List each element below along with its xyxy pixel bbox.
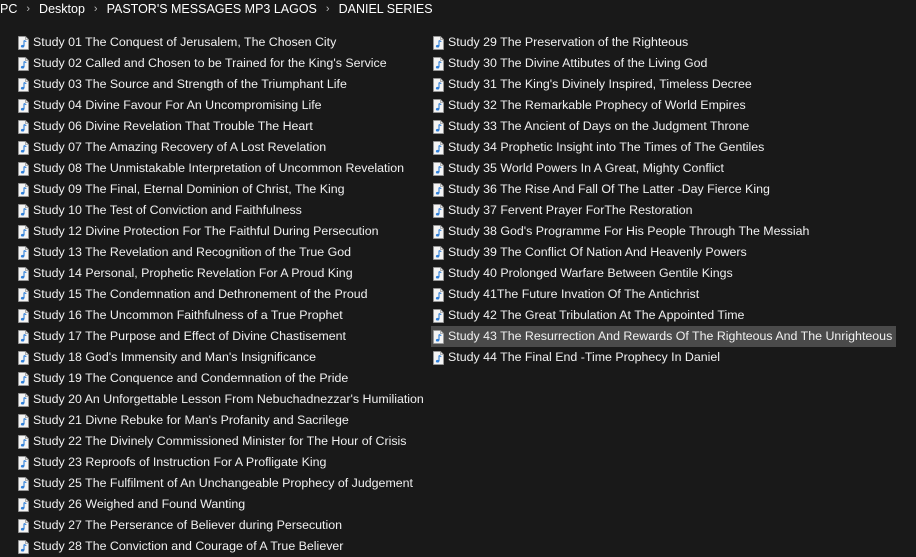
chevron-right-icon[interactable]: › <box>325 2 330 15</box>
file-list-right-column <box>431 32 896 368</box>
file-item[interactable] <box>16 95 426 116</box>
file-item[interactable] <box>431 221 896 242</box>
audio-file-icon <box>433 330 444 344</box>
audio-file-icon <box>18 456 29 470</box>
file-name: Study 13 The Revelation and Recognition of the True God <box>33 245 352 259</box>
audio-file-icon <box>18 246 29 260</box>
file-item[interactable] <box>16 494 426 515</box>
audio-file-icon <box>18 372 29 386</box>
file-name: Study 22 The Divinely Commissioned Minister for The Hour of Crisis <box>33 434 407 448</box>
file-item[interactable] <box>16 137 426 158</box>
file-item[interactable] <box>431 263 896 284</box>
file-item[interactable] <box>431 74 896 95</box>
file-name: Study 04 Divine Favour For An Uncompromising Life <box>33 98 322 112</box>
audio-file-icon <box>18 435 29 449</box>
audio-file-icon <box>18 519 29 533</box>
file-name: Study 10 The Test of Conviction and Faithfulness <box>33 203 302 217</box>
file-name: Study 25 The Fulfilment of An Unchangeable Prophecy of Judgement <box>33 476 413 490</box>
file-name: Study 17 The Purpose and Effect of Divine Chastisement <box>33 329 346 343</box>
file-item[interactable] <box>431 179 896 200</box>
file-item[interactable] <box>16 53 426 74</box>
audio-file-icon <box>18 225 29 239</box>
file-item[interactable] <box>431 284 896 305</box>
file-item[interactable] <box>431 200 896 221</box>
audio-file-icon <box>18 351 29 365</box>
file-name: Study 09 The Final, Eternal Dominion of Christ, The King <box>33 182 345 196</box>
chevron-right-icon[interactable]: › <box>93 2 98 15</box>
audio-file-icon <box>433 183 444 197</box>
audio-file-icon <box>433 246 444 260</box>
audio-file-icon <box>433 120 444 134</box>
file-item[interactable] <box>16 158 426 179</box>
file-item[interactable] <box>16 32 426 53</box>
file-item[interactable] <box>16 473 426 494</box>
file-name: Study 38 God's Programme For His People Through The Messiah <box>448 224 810 238</box>
file-name: Study 28 The Conviction and Courage of A True Believer <box>33 539 344 553</box>
file-name: Study 08 The Unmistakable Interpretation of Uncommon Revelation <box>33 161 404 175</box>
file-name: Study 31 The King's Divinely Inspired, Timeless Decree <box>448 77 752 91</box>
file-name: Study 16 The Uncommon Faithfulness of a True Prophet <box>33 308 343 322</box>
audio-file-icon <box>433 141 444 155</box>
file-name: Study 36 The Rise And Fall Of The Latter -Day Fierce King <box>448 182 770 196</box>
audio-file-icon <box>433 225 444 239</box>
file-item[interactable] <box>16 515 426 536</box>
audio-file-icon <box>18 204 29 218</box>
breadcrumb-item[interactable]: DANIEL SERIES <box>338 1 433 16</box>
file-name: Study 19 The Conquence and Condemnation of the Pride <box>33 371 349 385</box>
file-name: Study 44 The Final End -Time Prophecy In Daniel <box>448 350 721 364</box>
audio-file-icon <box>433 309 444 323</box>
file-name: Study 34 Prophetic Insight into The Times of The Gentiles <box>448 140 765 154</box>
audio-file-icon <box>433 57 444 71</box>
file-name: Study 01 The Conquest of Jerusalem, The Chosen City <box>33 35 337 49</box>
audio-file-icon <box>18 120 29 134</box>
audio-file-icon <box>18 183 29 197</box>
file-name: Study 15 The Condemnation and Dethronement of the Proud <box>33 287 368 301</box>
file-item[interactable] <box>16 305 426 326</box>
file-item[interactable] <box>431 326 896 347</box>
audio-file-icon <box>18 414 29 428</box>
file-item[interactable] <box>16 284 426 305</box>
file-name: Study 39 The Conflict Of Nation And Heavenly Powers <box>448 245 747 259</box>
file-item[interactable] <box>16 74 426 95</box>
file-name: Study 12 Divine Protection For The Faithful During Persecution <box>33 224 379 238</box>
audio-file-icon <box>18 393 29 407</box>
audio-file-icon <box>433 267 444 281</box>
file-item[interactable] <box>16 431 426 452</box>
file-item[interactable] <box>16 368 426 389</box>
file-name: Study 40 Prolonged Warfare Between Gentile Kings <box>448 266 733 280</box>
audio-file-icon <box>18 309 29 323</box>
file-name: Study 26 Weighed and Found Wanting <box>33 497 246 511</box>
file-name: Study 37 Fervent Prayer ForThe Restoration <box>448 203 693 217</box>
file-item[interactable] <box>16 410 426 431</box>
file-name: Study 20 An Unforgettable Lesson From Nebuchadnezzar's Humiliation <box>33 392 424 406</box>
file-item[interactable] <box>16 326 426 347</box>
file-item[interactable] <box>16 536 426 557</box>
file-name: Study 23 Reproofs of Instruction For A Profligate King <box>33 455 327 469</box>
file-item[interactable] <box>16 263 426 284</box>
audio-file-icon <box>18 330 29 344</box>
audio-file-icon <box>18 99 29 113</box>
file-item[interactable] <box>431 95 896 116</box>
file-item[interactable] <box>16 242 426 263</box>
breadcrumb-item[interactable]: Desktop <box>39 1 85 16</box>
audio-file-icon <box>433 36 444 50</box>
audio-file-icon <box>433 78 444 92</box>
file-name: Study 32 The Remarkable Prophecy of World Empires <box>448 98 746 112</box>
file-item[interactable] <box>431 32 896 53</box>
file-item[interactable] <box>16 221 426 242</box>
file-name: Study 27 The Perserance of Believer during Persecution <box>33 518 343 532</box>
file-item[interactable] <box>431 137 896 158</box>
file-item[interactable] <box>431 116 896 137</box>
file-item[interactable] <box>431 347 896 368</box>
file-name: Study 29 The Preservation of the Righteous <box>448 35 689 49</box>
audio-file-icon <box>18 78 29 92</box>
file-name: Study 33 The Ancient of Days on the Judgment Throne <box>448 119 750 133</box>
chevron-right-icon[interactable]: › <box>26 2 31 15</box>
file-item[interactable] <box>16 347 426 368</box>
audio-file-icon <box>433 99 444 113</box>
audio-file-icon <box>433 162 444 176</box>
breadcrumb-item[interactable]: PASTOR'S MESSAGES MP3 LAGOS <box>106 1 317 16</box>
file-name: Study 06 Divine Revelation That Trouble The Heart <box>33 119 313 133</box>
file-item[interactable] <box>431 242 896 263</box>
audio-file-icon <box>433 204 444 218</box>
file-name: Study 30 The Divine Attibutes of the Living God <box>448 56 708 70</box>
file-name: Study 03 The Source and Strength of the Triumphant Life <box>33 77 347 91</box>
file-list-left-column <box>16 32 426 557</box>
file-item[interactable] <box>16 452 426 473</box>
audio-file-icon <box>18 288 29 302</box>
audio-file-icon <box>18 162 29 176</box>
file-item[interactable] <box>431 305 896 326</box>
file-name: Study 02 Called and Chosen to be Trained for the King's Service <box>33 56 387 70</box>
audio-file-icon <box>18 498 29 512</box>
file-item[interactable] <box>16 116 426 137</box>
audio-file-icon <box>433 351 444 365</box>
audio-file-icon <box>18 57 29 71</box>
file-item[interactable] <box>16 389 426 410</box>
file-name: Study 07 The Amazing Recovery of A Lost Revelation <box>33 140 327 154</box>
audio-file-icon <box>18 36 29 50</box>
file-name: Study 14 Personal, Prophetic Revelation For A Proud King <box>33 266 353 280</box>
file-name: Study 18 God's Immensity and Man's Insignificance <box>33 350 316 364</box>
file-name: Study 21 Divne Rebuke for Man's Profanity and Sacrilege <box>33 413 349 427</box>
file-item[interactable] <box>431 158 896 179</box>
file-name: Study 35 World Powers In A Great, Mighty Conflict <box>448 161 724 175</box>
file-item[interactable] <box>16 179 426 200</box>
file-name: Study 42 The Great Tribulation At The Appointed Time <box>448 308 745 322</box>
file-name: Study 41The Future Invation Of The Antichrist <box>448 287 700 301</box>
audio-file-icon <box>18 540 29 554</box>
breadcrumb-item[interactable]: PC <box>0 1 18 16</box>
breadcrumb <box>0 0 916 17</box>
audio-file-icon <box>18 267 29 281</box>
audio-file-icon <box>433 288 444 302</box>
audio-file-icon <box>18 141 29 155</box>
file-item[interactable] <box>16 200 426 221</box>
file-name: Study 43 The Resurrection And Rewards Of The Righteous And The Unrighteous <box>448 329 893 343</box>
file-item[interactable] <box>431 53 896 74</box>
audio-file-icon <box>18 477 29 491</box>
